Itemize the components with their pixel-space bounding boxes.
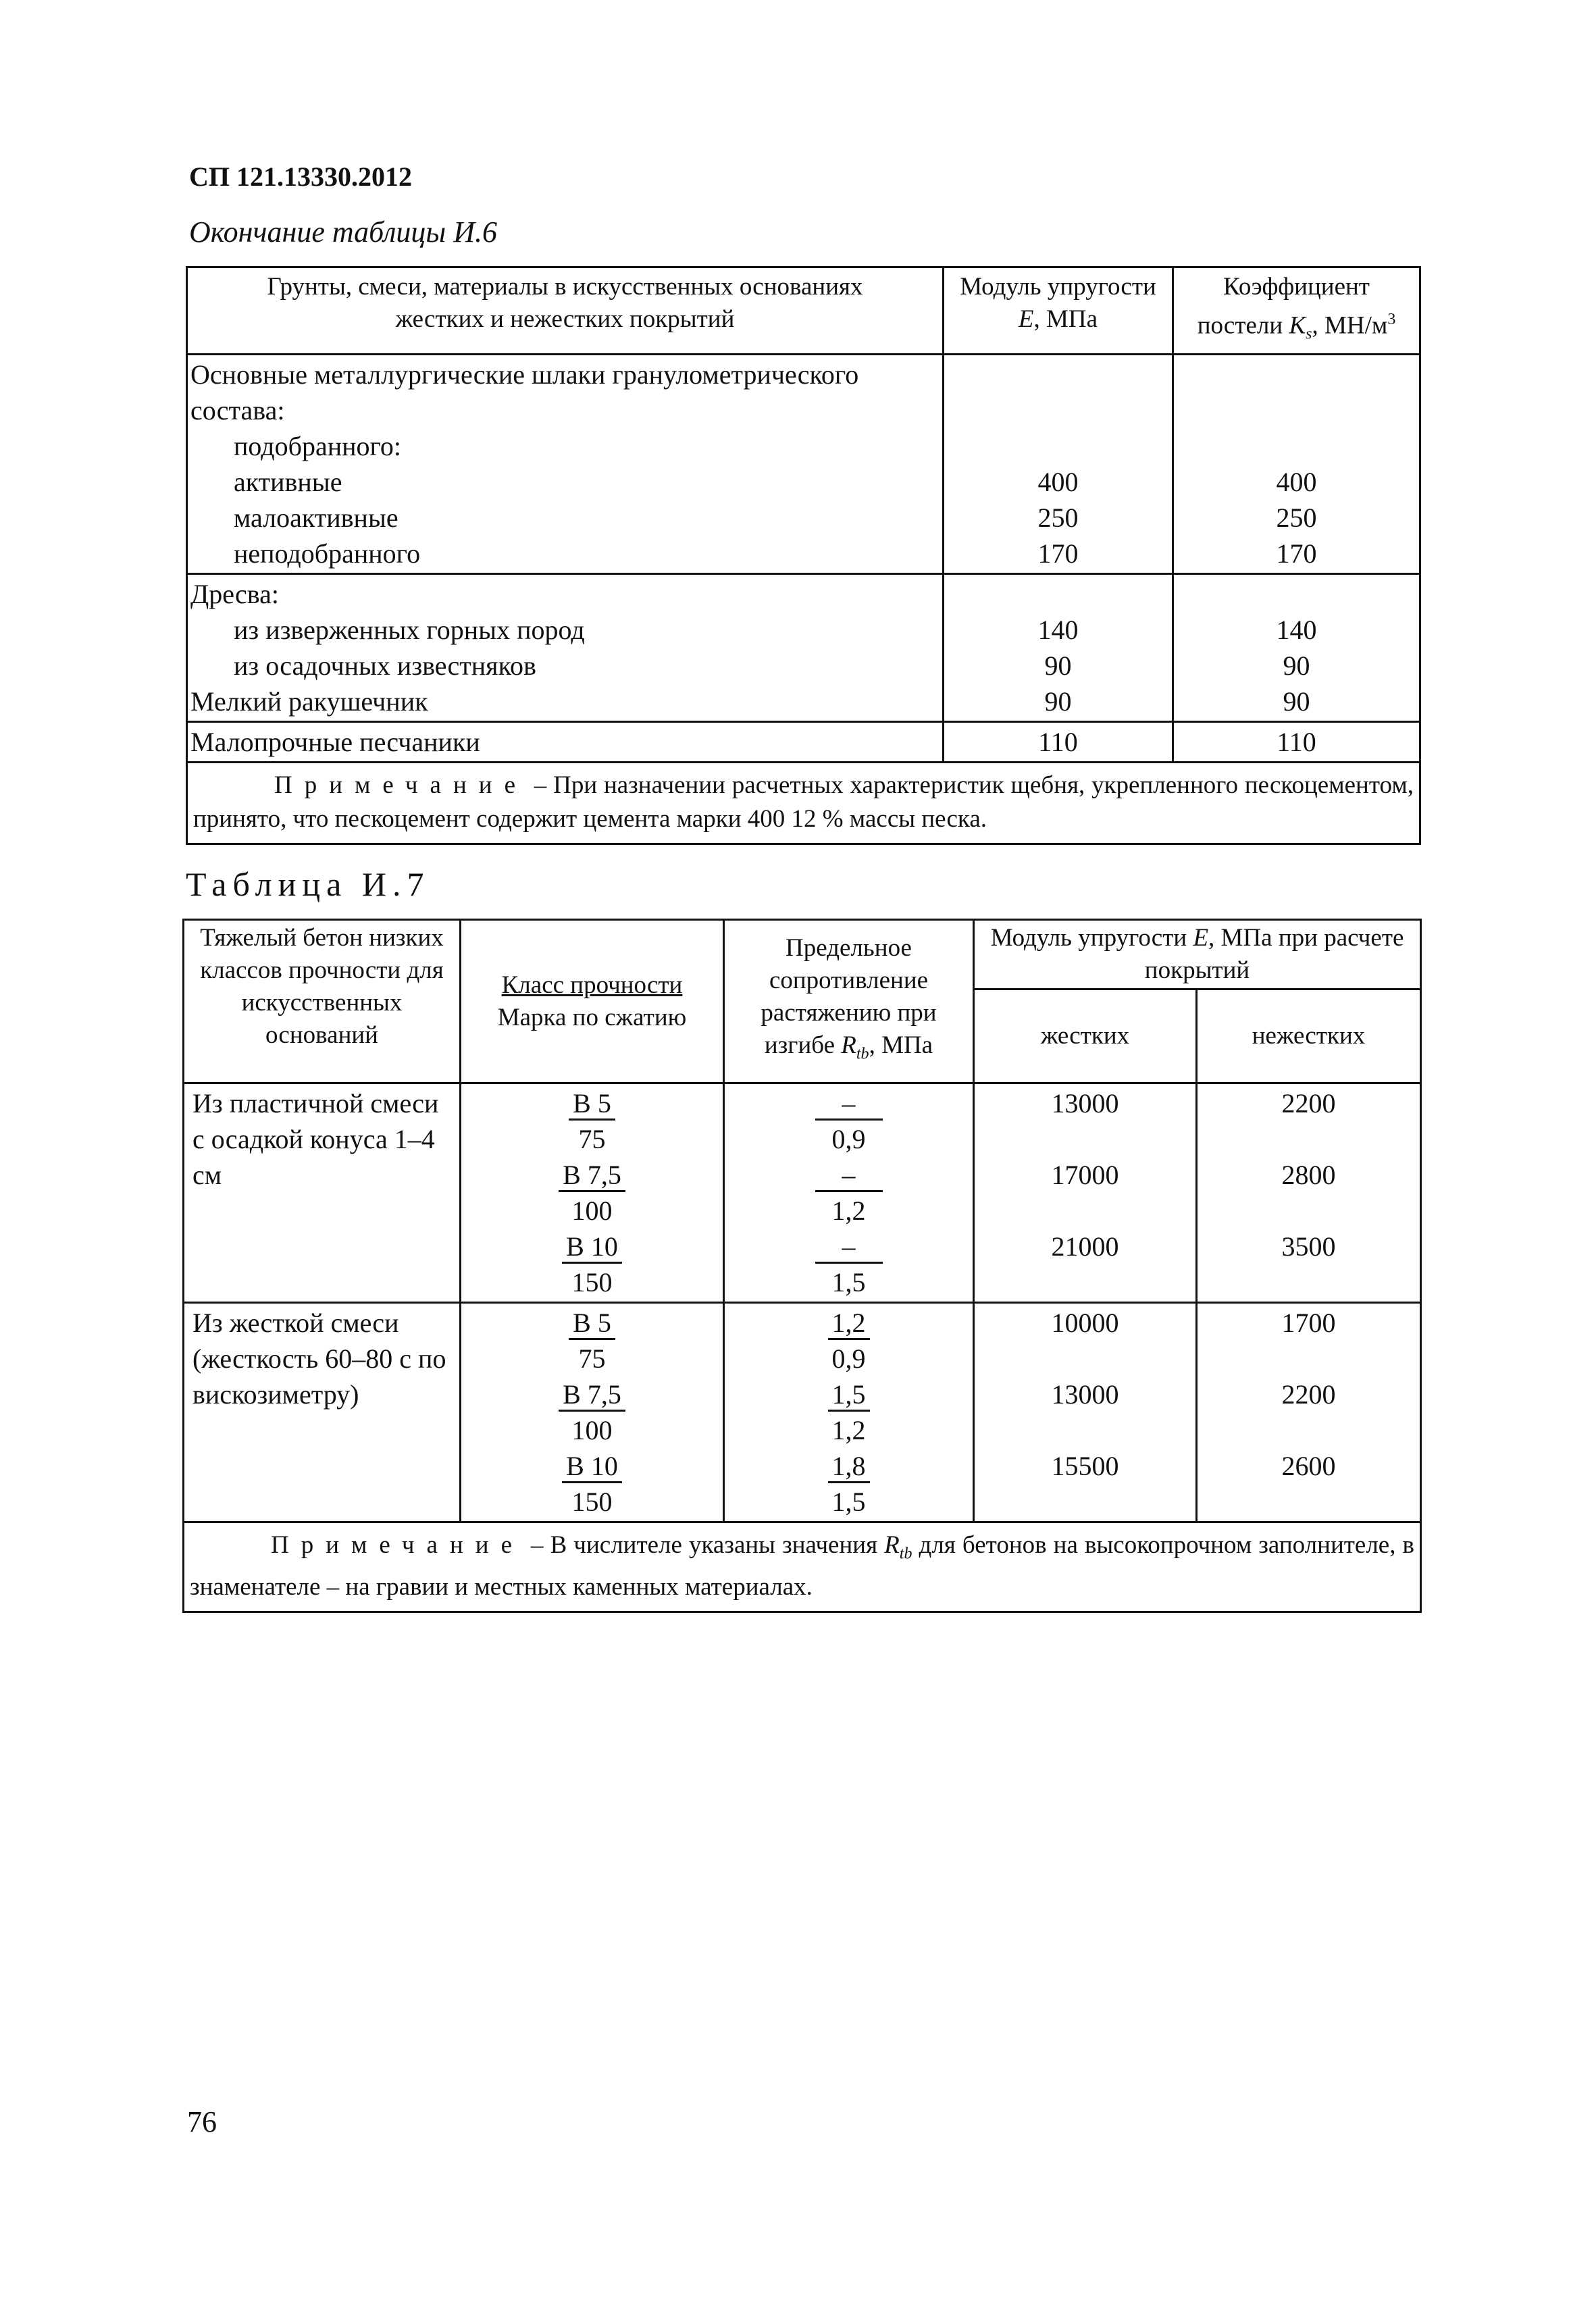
rigid-mix-flexible: 1700 2200 2600 (1197, 1303, 1421, 1522)
slags-coefficient: 400 250 170 (1173, 354, 1420, 573)
table-i6-header-row (187, 267, 1420, 355)
table-i7-header-modulus: Модуль упругости E, МПа при расчете покрытий (974, 920, 1421, 989)
table-i6-group-gruss (187, 573, 1420, 721)
table-i6-note: Примечание – При назначении расчетных характеристик щебня, укрепленного пескоцементом, принято, что пескоцемент содержит цемента марки 400 12 % массы песка. (187, 762, 1420, 844)
page-number: 76 (187, 2105, 217, 2138)
plastic-mix-label: Из пластичной смеси с осадкой конуса 1–4 см (184, 1083, 461, 1303)
rigid-mix-rigid: 10000 13000 15500 (974, 1303, 1197, 1522)
table-i7-header-rigid: жестких (974, 989, 1197, 1083)
table-i7-note-row (184, 1522, 1421, 1612)
table-i7-header-concrete: Тяжелый бетон низких классов прочности для искусственных оснований (184, 920, 461, 1083)
table-i6-header-subgrade-coefficient: Коэффициент постели $K_s$, $МН/м^3$ (1173, 267, 1420, 355)
document-code: СП 121.13330.2012 (189, 161, 412, 192)
plastic-mix-flexible: 2200 2800 3500 (1197, 1083, 1421, 1303)
table-i6-note-row (187, 762, 1420, 844)
table-i7-header-row-1 (184, 920, 1421, 989)
table-i7-header-class-mark: Класс прочности Марка по сжатию (461, 920, 724, 1083)
gruss-modulus: 140 90 90 (944, 573, 1173, 721)
sandstone-modulus: 110 (944, 721, 1173, 762)
table-i6-continuation-caption: Окончание таблицы И.6 (189, 215, 497, 249)
rigid-mix-class-mark: В 5 75 В 7,5 100 В 10 150 (461, 1303, 724, 1522)
table-i7-group-rigid-mix (184, 1303, 1421, 1522)
table-i6-header-modulus: Модуль упругости E, МПа (944, 267, 1173, 355)
table-i6-row-sandstone (187, 721, 1420, 762)
rigid-mix-tensile: 1,2 0,9 1,5 1,2 1,8 1,5 (724, 1303, 974, 1522)
table-i7-caption: Таблица И.7 (186, 865, 430, 903)
slags-modulus: 400 250 170 (944, 354, 1173, 573)
table-i6-header-materials: Грунты, смеси, материалы в искусственных основаниях жестких и нежестких покрытий (187, 267, 944, 355)
table-i6 (186, 266, 1421, 845)
rigid-mix-label: Из жесткой смеси (жесткость 60–80 с по вискозиметру) (184, 1303, 461, 1522)
table-i7-group-plastic (184, 1083, 1421, 1303)
table-i6-group-slags (187, 354, 1420, 573)
plastic-mix-rigid: 13000 17000 21000 (974, 1083, 1197, 1303)
slags-labels: Основные металлургические шлаки гранулометрического состава: подобранного: активные малоактивные неподобранного (187, 354, 944, 573)
table-i7-note: Примечание – В числителе указаны значения $R_{tb}$ для бетонов на высокопрочном заполнителе, в знаменателе – на гравии и местных каменных материалах. (184, 1522, 1421, 1612)
plastic-mix-class-mark: В 5 75 В 7,5 100 В 10 150 (461, 1083, 724, 1303)
table-i7-header-tensile-strength: Предельное сопротивление растяжению при изгибе $R_{tb}$, МПа (724, 920, 974, 1083)
sandstone-label: Малопрочные песчаники (187, 721, 944, 762)
gruss-labels: Дресва: из изверженных горных пород из осадочных известняков Мелкий ракушечник (187, 573, 944, 721)
table-i7 (182, 919, 1422, 1613)
plastic-mix-tensile: – 0,9 – 1,2 – 1,5 (724, 1083, 974, 1303)
sandstone-coefficient: 110 (1173, 721, 1420, 762)
gruss-coefficient: 140 90 90 (1173, 573, 1420, 721)
table-i7-header-flexible: нежестких (1197, 989, 1421, 1083)
